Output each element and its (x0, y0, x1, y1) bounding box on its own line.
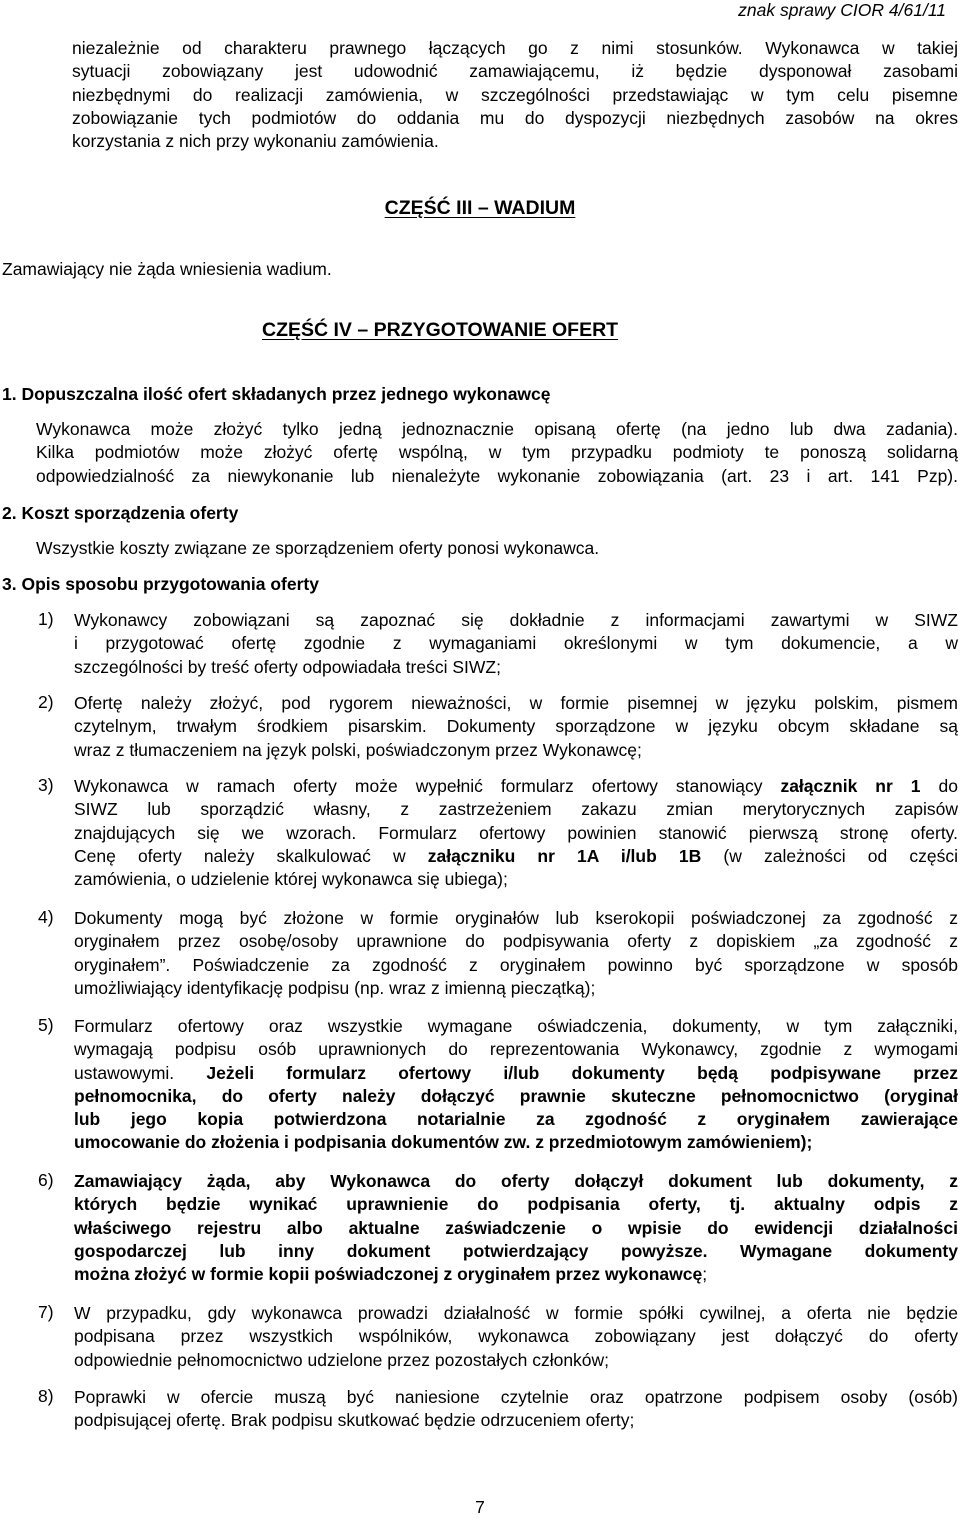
page-number: 7 (475, 1497, 485, 1517)
s3-item-8 (38, 1386, 958, 1433)
intro-line: korzystania z nich przy wykonaniu zamówienia. (72, 131, 439, 152)
item-line: i przygotować ofertę zgodnie z wymaganiami określonymi w tym dokumencie, a w (74, 633, 958, 654)
item-line: podpisana przez wszystkich wspólników, wykonawca zobowiązany jest dołączyć do oferty (74, 1326, 958, 1347)
bold-run: załącznik nr 1 (780, 776, 921, 796)
item-line (74, 1217, 958, 1240)
item-line (74, 1170, 958, 1193)
s2-heading: 2. Koszt sporządzenia oferty (2, 503, 239, 523)
intro-line: zobowiązanie tych podmiotów do oddania mu do dyspozycji niezbędnych zasobów na okres (72, 107, 958, 128)
item-line: podpisującej ofertę. Brak podpisu skutkować będzie odrzuceniem oferty; (74, 1410, 635, 1431)
bold-run: umocowanie do złożenia i podpisania dokumentów zw. z przedmiotowym zamówieniem); (74, 1132, 813, 1153)
s3-heading: 3. Opis sposobu przygotowania oferty (2, 574, 319, 594)
item-line: wymagają podpisu osób uprawnionych do reprezentowania Wykonawcy, zgodnie z wymogami (74, 1039, 958, 1060)
bold-run: Jeżeli formularz ofertowy i/lub dokumenty będą podpisywane przez (206, 1062, 958, 1083)
item-body (74, 907, 958, 1000)
text-run: Wykonawca w ramach oferty może wypełnić formularz ofertowy stanowiący (74, 776, 781, 796)
bold-run: pełnomocnika, do oferty należy dołączyć prawnie skuteczne pełnomocnictwo (oryginał (74, 1085, 958, 1106)
item-line: odpowiednie pełnomocnictwo udzielone przez pozostałych członków; (74, 1349, 610, 1370)
bold-run: można złożyć w formie kopii poświadczonej z oryginałem przez wykonawcę (74, 1264, 703, 1285)
item-label: 2) (38, 692, 54, 712)
item-body (74, 1170, 958, 1286)
item-line: W przypadku, gdy wykonawca prowadzi działalność w formie spółki cywilnej, a oferta nie będzie (74, 1303, 958, 1323)
intro-line: niezbędnymi do realizacji zamówienia, w szczególności przedstawiając w tym celu pisemne (72, 84, 958, 105)
case-number: znak sprawy CIOR 4/61/11 (738, 0, 946, 20)
text-run: do (920, 776, 958, 796)
item-line (74, 1263, 958, 1286)
item-label: 4) (38, 907, 54, 927)
text-run: (w zależności od części (701, 845, 958, 866)
bold-run: Zamawiający żąda, aby Wykonawca do oferty dołączył dokument lub dokumenty, z (74, 1171, 958, 1191)
item-body (74, 1302, 958, 1372)
item-line: Poprawki w ofercie muszą być naniesione czytelnie oraz opatrzone podpisem osoby (osób) (74, 1387, 958, 1407)
item-body (74, 775, 958, 891)
item-line (74, 1108, 958, 1131)
intro-line: sytuacji zobowiązany jest udowodnić zamawiającemu, iż będzie dysponował zasobami (72, 61, 958, 82)
item-body (74, 692, 958, 762)
item-line (74, 845, 958, 868)
s3-item-2 (38, 692, 958, 762)
item-label: 3) (38, 775, 54, 795)
item-label: 7) (38, 1302, 54, 1322)
text-run: Cenę oferty należy skalkulować w (74, 845, 428, 866)
bold-run: lub jego kopia potwierdzona notarialnie za zgodność z oryginałem zawierające (74, 1109, 958, 1130)
item-line: oryginałem przez osobę/osoby uprawnione do podpisywania oferty z dopiskiem „za zgodność z (74, 931, 958, 952)
item-line: Ofertę należy złożyć, pod rygorem nieważności, w formie pisemnej w języku polskim, pismem (74, 693, 958, 713)
item-label: 6) (38, 1170, 54, 1190)
item-line (74, 1131, 958, 1154)
item-line: Wykonawcy zobowiązani są zapoznać się dokładnie z informacjami zawartymi w SIWZ (74, 610, 958, 630)
item-body (74, 1015, 958, 1155)
item-line: szczególności by treść oferty odpowiadała treści SIWZ; (74, 656, 501, 677)
s3-item-6 (38, 1170, 958, 1286)
item-line (74, 1062, 958, 1085)
item-line: SIWZ lub sporządzić własny, z zastrzeżeniem zakazu zmian merytorycznych zapisów (74, 799, 958, 820)
item-line (74, 1193, 958, 1216)
s1-heading: 1. Dopuszczalna ilość ofert składanych przez jednego wykonawcę (2, 384, 551, 404)
bold-run: których będzie wynikać uprawnienie do podpisania oferty, tj. aktualny odpis z (74, 1194, 958, 1215)
part3-title-text: CZĘŚĆ III – WADIUM (384, 197, 576, 219)
bold-run: gospodarczej lub inny dokument potwierdzający powyższe. Wymagane dokumenty (74, 1240, 958, 1261)
bold-run: załączniku nr 1A i/lub 1B (427, 845, 702, 866)
item-line: Formularz ofertowy oraz wszystkie wymagane oświadczenia, dokumenty, w tym załączniki, (74, 1016, 958, 1036)
item-line: wraz z tłumaczeniem na język polski, poświadczonym przez Wykonawcę; (74, 739, 642, 760)
s3-item-5 (38, 1015, 958, 1155)
part4-title: CZĘŚĆ IV – PRZYGOTOWANIE OFERT (262, 319, 619, 341)
s3-item-4 (38, 907, 958, 1000)
item-line: oryginałem”. Poświadczenie za zgodność z oryginałem powinno być sporządzone w sposób (74, 954, 958, 975)
item-line: umożliwiający identyfikację podpisu (np. wraz z imienną pieczątką); (74, 977, 596, 998)
item-line: czytelnym, trwałym środkiem pisarskim. Dokumenty sporządzone w języku obcym składane są (74, 716, 958, 737)
s3-item-7 (38, 1302, 958, 1372)
part3-title (0, 197, 960, 220)
intro-paragraph (72, 37, 958, 153)
item-body (74, 1386, 958, 1433)
item-label: 5) (38, 1015, 54, 1035)
s1-line: Wykonawca może złożyć tylko jedną jednoznacznie opisaną ofertę (na jedno lub dwa zadania). (36, 419, 958, 439)
item-line (74, 1085, 958, 1108)
s2-text: Wszystkie koszty związane ze sporządzeniem oferty ponosi wykonawca. (36, 538, 600, 558)
s1-body (36, 418, 958, 488)
s1-line: odpowiedzialność za niewykonanie lub nienależyte wykonanie zobowiązania (art. 23 i art. 141 Pzp). (36, 465, 958, 486)
text-run: ; (702, 1264, 708, 1285)
item-label: 8) (38, 1386, 54, 1406)
bold-run: właściwego rejestru albo aktualne zaświadczenie o wpisie do ewidencji działalności (74, 1217, 958, 1238)
s3-item-3 (38, 775, 958, 891)
part3-text: Zamawiający nie żąda wniesienia wadium. (2, 259, 332, 279)
item-line: zamówienia, o udzielenie której wykonawca się ubiega); (74, 869, 508, 890)
intro-line: niezależnie od charakteru prawnego łączących go z nimi stosunków. Wykonawca w takiej (72, 38, 958, 58)
item-body (74, 609, 958, 679)
s1-line: Kilka podmiotów może złożyć ofertę wspólną, w tym przypadku podmioty te ponoszą solidarną (36, 442, 958, 463)
item-line: znajdujących się we wzorach. Formularz ofertowy powinien stanowić pierwszą stronę oferty. (74, 822, 958, 843)
s3-item-1 (38, 609, 958, 679)
item-label: 1) (38, 609, 54, 629)
item-line (74, 1240, 958, 1263)
item-line (74, 775, 958, 798)
text-run: ustawowymi. (74, 1062, 207, 1083)
item-line: Dokumenty mogą być złożone w formie oryginałów lub kserokopii poświadczonej za zgodność z (74, 908, 958, 928)
